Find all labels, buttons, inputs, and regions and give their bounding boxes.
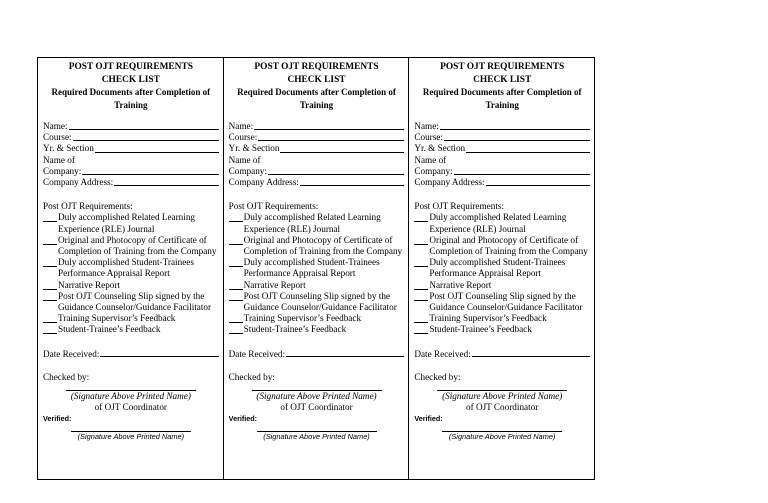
section-field[interactable]: Yr. & Section — [43, 143, 219, 154]
course-line[interactable] — [444, 132, 590, 141]
form-title-checklist: CHECK LIST — [287, 74, 346, 85]
company-field[interactable]: Company: — [229, 166, 405, 177]
requirement-item[interactable]: Duly accomplished Student-Trainees Performance Appraisal Report — [229, 257, 405, 279]
requirement-item[interactable]: Original and Photocopy of Certificate of Completion of Training from the Company — [229, 235, 405, 257]
form-title: POST OJT REQUIREMENTS — [68, 62, 193, 72]
check-blank[interactable] — [229, 324, 243, 334]
requirement-item[interactable]: Student-Trainee’s Feedback — [229, 324, 405, 335]
verified-label: Verified: — [43, 413, 72, 423]
requirements-heading: Post OJT Requirements: — [414, 201, 505, 212]
verified-label: Verified: — [228, 413, 258, 423]
form-title: POST OJT REQUIREMENTS — [254, 62, 379, 72]
requirement-item[interactable]: Duly accomplished Student-Trainees Performance Appraisal Report — [414, 257, 590, 279]
check-blank[interactable] — [414, 291, 428, 301]
name-line[interactable] — [69, 121, 219, 130]
requirement-item[interactable]: Post OJT Counseling Slip signed by the Guidance Counselor/Guidance Facilitator — [229, 291, 405, 313]
requirement-item[interactable]: Post OJT Counseling Slip signed by the Guidance Counselor/Guidance Facilitator — [414, 291, 590, 313]
signature-caption: (Signature Above Printed Name) — [256, 390, 377, 401]
company-field[interactable]: Company: — [43, 166, 219, 177]
company-address-field[interactable]: Company Address: — [43, 177, 219, 188]
requirement-item[interactable]: Post OJT Counseling Slip signed by the Guidance Counselor/Guidance Facilitator — [43, 291, 219, 313]
company-address-line[interactable] — [486, 177, 590, 186]
date-received-field[interactable]: Date Received: — [43, 349, 219, 359]
requirements-heading: Post OJT Requirements: — [43, 201, 133, 212]
name-field[interactable]: Name: — [414, 121, 590, 132]
requirement-item[interactable]: Duly accomplished Student-Trainees Performance Appraisal Report — [43, 257, 219, 279]
check-blank[interactable] — [43, 313, 57, 323]
company-name-label: Name of — [43, 154, 75, 165]
section-line[interactable] — [280, 143, 404, 152]
coordinator-role: of OJT Coordinator — [94, 401, 167, 412]
date-line[interactable] — [472, 349, 590, 357]
checklist-column-1 — [38, 58, 223, 479]
form-title: POST OJT REQUIREMENTS — [440, 62, 565, 72]
form-title-checklist: CHECK LIST — [101, 74, 160, 85]
check-blank[interactable] — [229, 212, 243, 222]
name-line[interactable] — [440, 121, 590, 130]
requirement-item[interactable]: Narrative Report — [43, 280, 219, 291]
requirement-item[interactable]: Training Supervisor’s Feedback — [229, 313, 405, 324]
requirement-item[interactable]: Duly accomplished Related Learning Experience (RLE) Journal — [43, 212, 219, 234]
course-field[interactable]: Course: — [229, 132, 405, 143]
date-received-field[interactable]: Date Received: — [414, 349, 590, 359]
form-title-checklist: CHECK LIST — [473, 74, 532, 85]
check-blank[interactable] — [43, 257, 57, 267]
date-line[interactable] — [100, 349, 218, 357]
course-line[interactable] — [258, 132, 404, 141]
requirements-list — [229, 201, 405, 335]
coordinator-role: of OJT Coordinator — [280, 401, 353, 412]
requirements-list — [43, 201, 219, 335]
requirement-item[interactable]: Training Supervisor’s Feedback — [43, 313, 219, 324]
name-field[interactable]: Name: — [43, 121, 219, 132]
company-line[interactable] — [268, 166, 404, 175]
check-blank[interactable] — [414, 257, 428, 267]
signature-caption-verifier: (Signature Above Printed Name) — [77, 431, 185, 441]
requirement-item[interactable]: Duly accomplished Related Learning Experience (RLE) Journal — [229, 212, 405, 234]
form-subtitle: Required Documents after Completion of Training — [422, 87, 582, 110]
signature-caption-verifier: (Signature Above Printed Name) — [448, 431, 556, 441]
checklist-column-2 — [223, 58, 409, 479]
check-blank[interactable] — [414, 212, 428, 222]
requirement-item[interactable]: Student-Trainee’s Feedback — [43, 324, 219, 335]
section-line[interactable] — [95, 143, 219, 152]
company-line[interactable] — [82, 166, 218, 175]
date-received-field[interactable]: Date Received: — [229, 349, 405, 359]
signature-caption: (Signature Above Printed Name) — [442, 390, 563, 401]
check-blank[interactable] — [229, 257, 243, 267]
company-name-label: Name of — [414, 154, 447, 165]
requirement-item[interactable]: Student-Trainee’s Feedback — [414, 324, 590, 335]
course-field[interactable]: Course: — [414, 132, 590, 143]
form-subtitle: Required Documents after Completion of Training — [51, 87, 211, 110]
check-blank[interactable] — [229, 313, 243, 323]
form-header — [43, 61, 219, 111]
signature-caption-verifier: (Signature Above Printed Name) — [263, 431, 370, 441]
course-field[interactable]: Course: — [43, 132, 219, 143]
company-address-field[interactable]: Company Address: — [229, 177, 405, 188]
form-subtitle: Required Documents after Completion of Training — [237, 87, 396, 110]
check-blank[interactable] — [414, 235, 428, 245]
section-line[interactable] — [466, 143, 590, 152]
coordinator-role: of OJT Coordinator — [466, 401, 539, 412]
company-address-line[interactable] — [300, 177, 404, 186]
checked-by-label: Checked by: — [228, 371, 275, 382]
check-blank[interactable] — [414, 313, 428, 323]
info-fields — [229, 121, 405, 188]
info-fields — [414, 121, 590, 188]
name-line[interactable] — [254, 121, 404, 130]
checklist-sheet — [37, 57, 595, 480]
verified-label: Verified: — [414, 413, 443, 423]
company-address-field[interactable]: Company Address: — [414, 177, 590, 188]
company-field[interactable]: Company: — [414, 166, 590, 177]
name-field[interactable]: Name: — [229, 121, 405, 132]
date-line[interactable] — [286, 349, 404, 357]
requirement-item[interactable]: Original and Photocopy of Certificate of Completion of Training from the Company — [43, 235, 219, 257]
check-blank[interactable] — [43, 235, 57, 245]
requirement-item[interactable]: Duly accomplished Related Learning Experience (RLE) Journal — [414, 212, 590, 234]
check-blank[interactable] — [43, 280, 57, 290]
company-line[interactable] — [454, 166, 590, 175]
form-header — [414, 61, 590, 111]
check-blank[interactable] — [43, 212, 57, 222]
requirement-item[interactable]: Original and Photocopy of Certificate of Completion of Training from the Company — [414, 235, 590, 257]
section-field[interactable]: Yr. & Section — [229, 143, 405, 154]
checked-by-label: Checked by: — [414, 371, 461, 382]
check-blank[interactable] — [229, 235, 243, 245]
check-blank[interactable] — [414, 280, 428, 290]
check-blank[interactable] — [229, 291, 243, 301]
checklist-column-3 — [408, 58, 594, 479]
info-fields — [43, 121, 219, 188]
requirements-list — [414, 201, 590, 335]
company-name-label: Name of — [228, 154, 261, 165]
requirement-item[interactable]: Training Supervisor’s Feedback — [414, 313, 590, 324]
check-blank[interactable] — [43, 324, 57, 334]
requirement-item[interactable]: Narrative Report — [414, 280, 590, 291]
requirements-heading: Post OJT Requirements: — [228, 201, 319, 212]
check-blank[interactable] — [414, 324, 428, 334]
course-line[interactable] — [73, 132, 219, 141]
section-field[interactable]: Yr. & Section — [414, 143, 590, 154]
company-address-line[interactable] — [114, 177, 218, 186]
requirement-item[interactable]: Narrative Report — [229, 280, 405, 291]
signature-caption: (Signature Above Printed Name) — [70, 390, 191, 401]
form-header — [229, 61, 405, 111]
check-blank[interactable] — [43, 291, 57, 301]
checked-by-label: Checked by: — [43, 371, 90, 382]
check-blank[interactable] — [229, 280, 243, 290]
